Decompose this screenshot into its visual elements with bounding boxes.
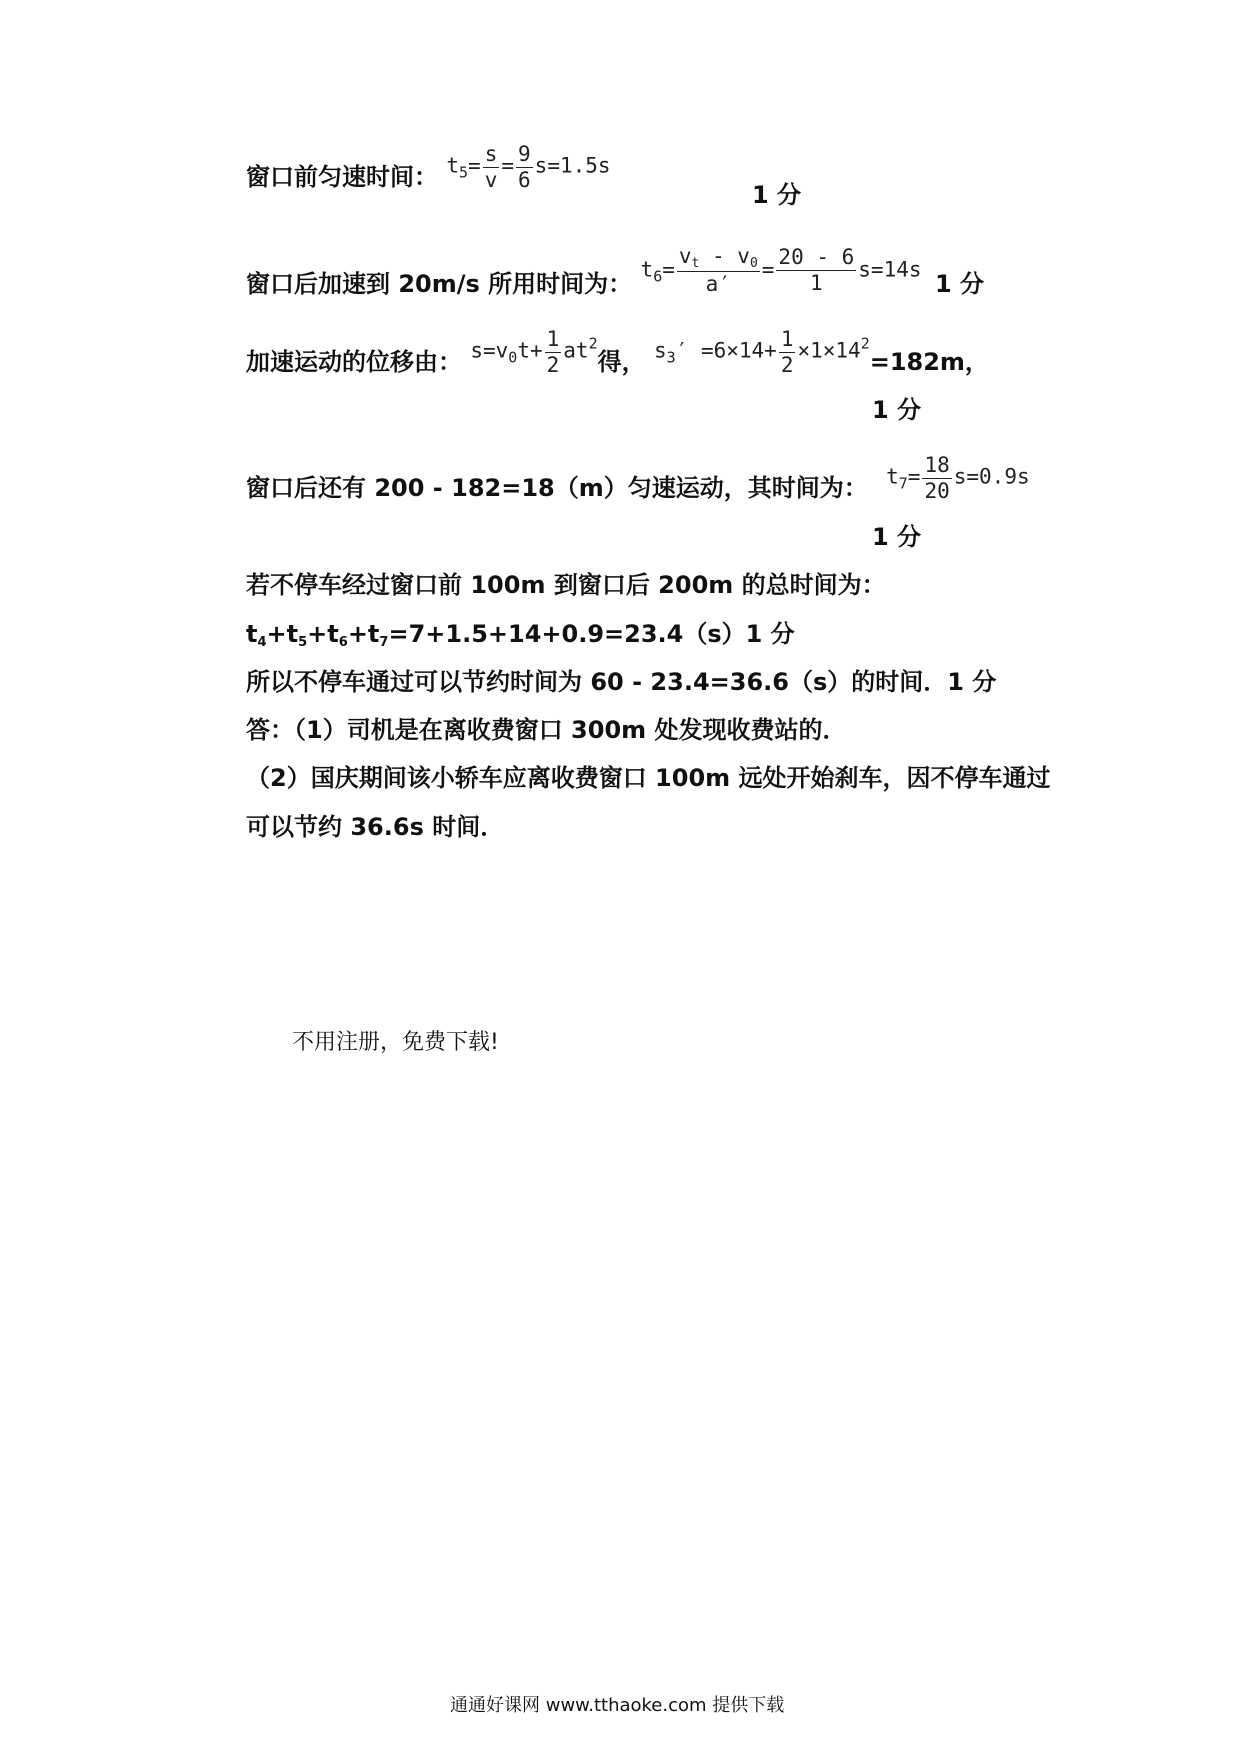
line-answer-2-cont: 可以节约 36.6s 时间． <box>246 813 505 841</box>
line-label: 窗口前匀速时间： <box>246 163 438 191</box>
formula-t7: $t_7=$ $\frac{18}{20}$ s=0.9s <box>886 453 1030 503</box>
score-label: 1 分 <box>872 523 922 551</box>
line-saved-time: 所以不停车通过可以节约时间为 60 - 23.4=36.6（s）的时间．1 分 <box>246 668 997 696</box>
line-total-time-intro: 若不停车经过窗口前 100m 到窗口后 200m 的总时间为： <box>246 571 886 599</box>
line-accel-time <box>246 243 922 298</box>
line-displacement: 加速运动的位移由： $s=v_0t+$ $\frac{1}{2}$ $at^2$得， $s_3' =6\times 14+$ $\frac{1}{2}$ $\times 1\times 14^2=182m$， <box>246 327 989 377</box>
formula-displacement: $s=v_0t+$ $\frac{1}{2}$ $at^2$ <box>470 327 598 377</box>
line-remaining-uniform <box>246 453 1030 503</box>
score-label: 1 分 <box>872 396 922 424</box>
formula-s3: $s_3' =6\times 14+$ $\frac{1}{2}$ $\times 1\times 14^2$ <box>653 327 870 377</box>
line-total-time-sum: $t_4+t_5+t_6+t_7=7+1.5+14+0.9=23.4(s)1$ 分 <box>246 620 795 650</box>
score-label: 1 分 <box>752 181 802 209</box>
formula-t5: $t_5=$ $\frac{s}{v}$ = $\frac{9}{6}$ s=1.5s <box>446 142 611 192</box>
page-footer: 通通好课网 www.tthaoke.com 提供下载 <box>450 1695 785 1716</box>
line-label: 加速运动的位移由： <box>246 348 462 376</box>
line-label: 窗口后加速到 20m/s 所用时间为： <box>246 270 633 298</box>
line-answer-2: （2）国庆期间该小轿车应离收费窗口 100m 远处开始刹车，因不停车通过 <box>246 764 1051 792</box>
line-answer-1: 答：（1）司机是在离收费窗口 300m 处发现收费站的． <box>246 716 847 744</box>
free-download-notice: 不用注册，免费下载! <box>292 1030 499 1055</box>
score-label: 1 分 <box>935 270 985 298</box>
line-label: 窗口后还有 200 - 182=18（m）匀速运动，其时间为： <box>246 474 868 502</box>
formula-t6: $t_6=$ $\frac{v_t - v_0}{a'}$ = $\frac{20 - 6}{1}$ s=14s <box>640 243 922 297</box>
line-window-front-uniform-time <box>246 142 611 192</box>
